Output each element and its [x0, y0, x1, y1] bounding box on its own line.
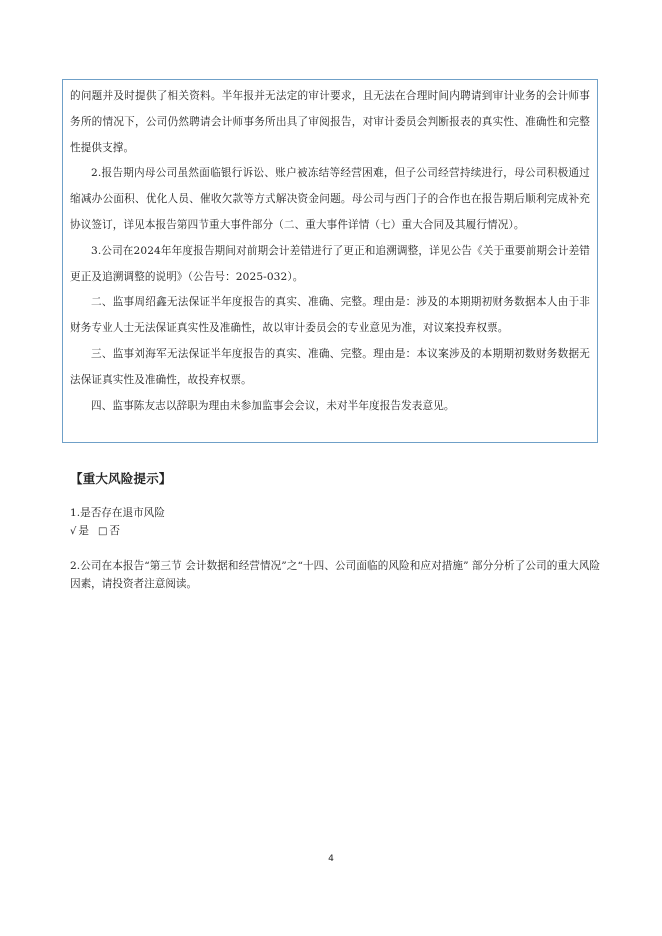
option-yes [70, 523, 89, 541]
paragraph-error-correction: 3.公司在2024年年度报告期间对前期会计差错进行了更正和追溯调整，详见公告《关于重要前期会计差错更正及追溯调整的说明》（公告号：2025-032）。 [70, 244, 590, 283]
audit-explanation-box [62, 79, 598, 443]
paragraph-supervisor-liu: 三、监事刘海军无法保证半年度报告的真实、准确、完整。理由是：本议案涉及的本期期初数财务数据无法保证真实性及准确性，故投弃权票。 [70, 347, 590, 386]
risk-factors-text: 2.公司在本报告“第三节 会计数据和经营情况”之“十四、公司面临的风险和应对措施” 部分分析了公司的重大风险因素，请投资者注意阅读。 [70, 560, 600, 590]
option-no-label: 否 [109, 524, 121, 537]
checkmark-icon: √ [70, 525, 77, 537]
paragraph-supervisor-chen: 四、监事陈友志以辞职为理由未参加监事会会议，未对半年度报告发表意见。 [91, 399, 455, 412]
empty-checkbox-icon: □ [97, 525, 108, 537]
delisting-risk-question: 1.是否存在退市风险 [70, 507, 165, 519]
option-yes-label: 是 [78, 524, 89, 537]
major-risk-heading: 【重大风险提示】 [70, 471, 172, 486]
option-no [98, 523, 120, 541]
risk-factors-item [70, 558, 600, 593]
delisting-risk-options [70, 523, 600, 541]
paragraph-operating-difficulties: 2.报告期内母公司虽然面临银行诉讼、账户被冻结等经营困难，但子公司经营持续进行，母公司积极通过缩减办公面积、优化人员、催收欠款等方式解决资金问题。母公司与西门子的合作也在报告期后顺利完成补充协议签订，详见本报告第四节重大事件部分（二、重大事件详情（七）重大合同及其履行情况）。 [70, 167, 590, 231]
delisting-risk-item [70, 505, 600, 540]
paragraph-audit-review: 的问题并及时提供了相关资料。半年报并无法定的审计要求，且无法在合理时间内聘请到审计业务的会计师事务所的情况下，公司仍然聘请会计师事务所出具了审阅报告，对审计委员会判断报表的真实性、准确性和完整性提供支撑。 [70, 90, 590, 154]
page-number: 4 [328, 854, 334, 864]
paragraph-supervisor-zhou: 二、监事周绍鑫无法保证半年度报告的真实、准确、完整。理由是：涉及的本期期初财务数据本人由于非财务专业人士无法保证真实性及准确性，故以审计委员会的专业意见为准，对议案投弃权票。 [70, 296, 590, 335]
